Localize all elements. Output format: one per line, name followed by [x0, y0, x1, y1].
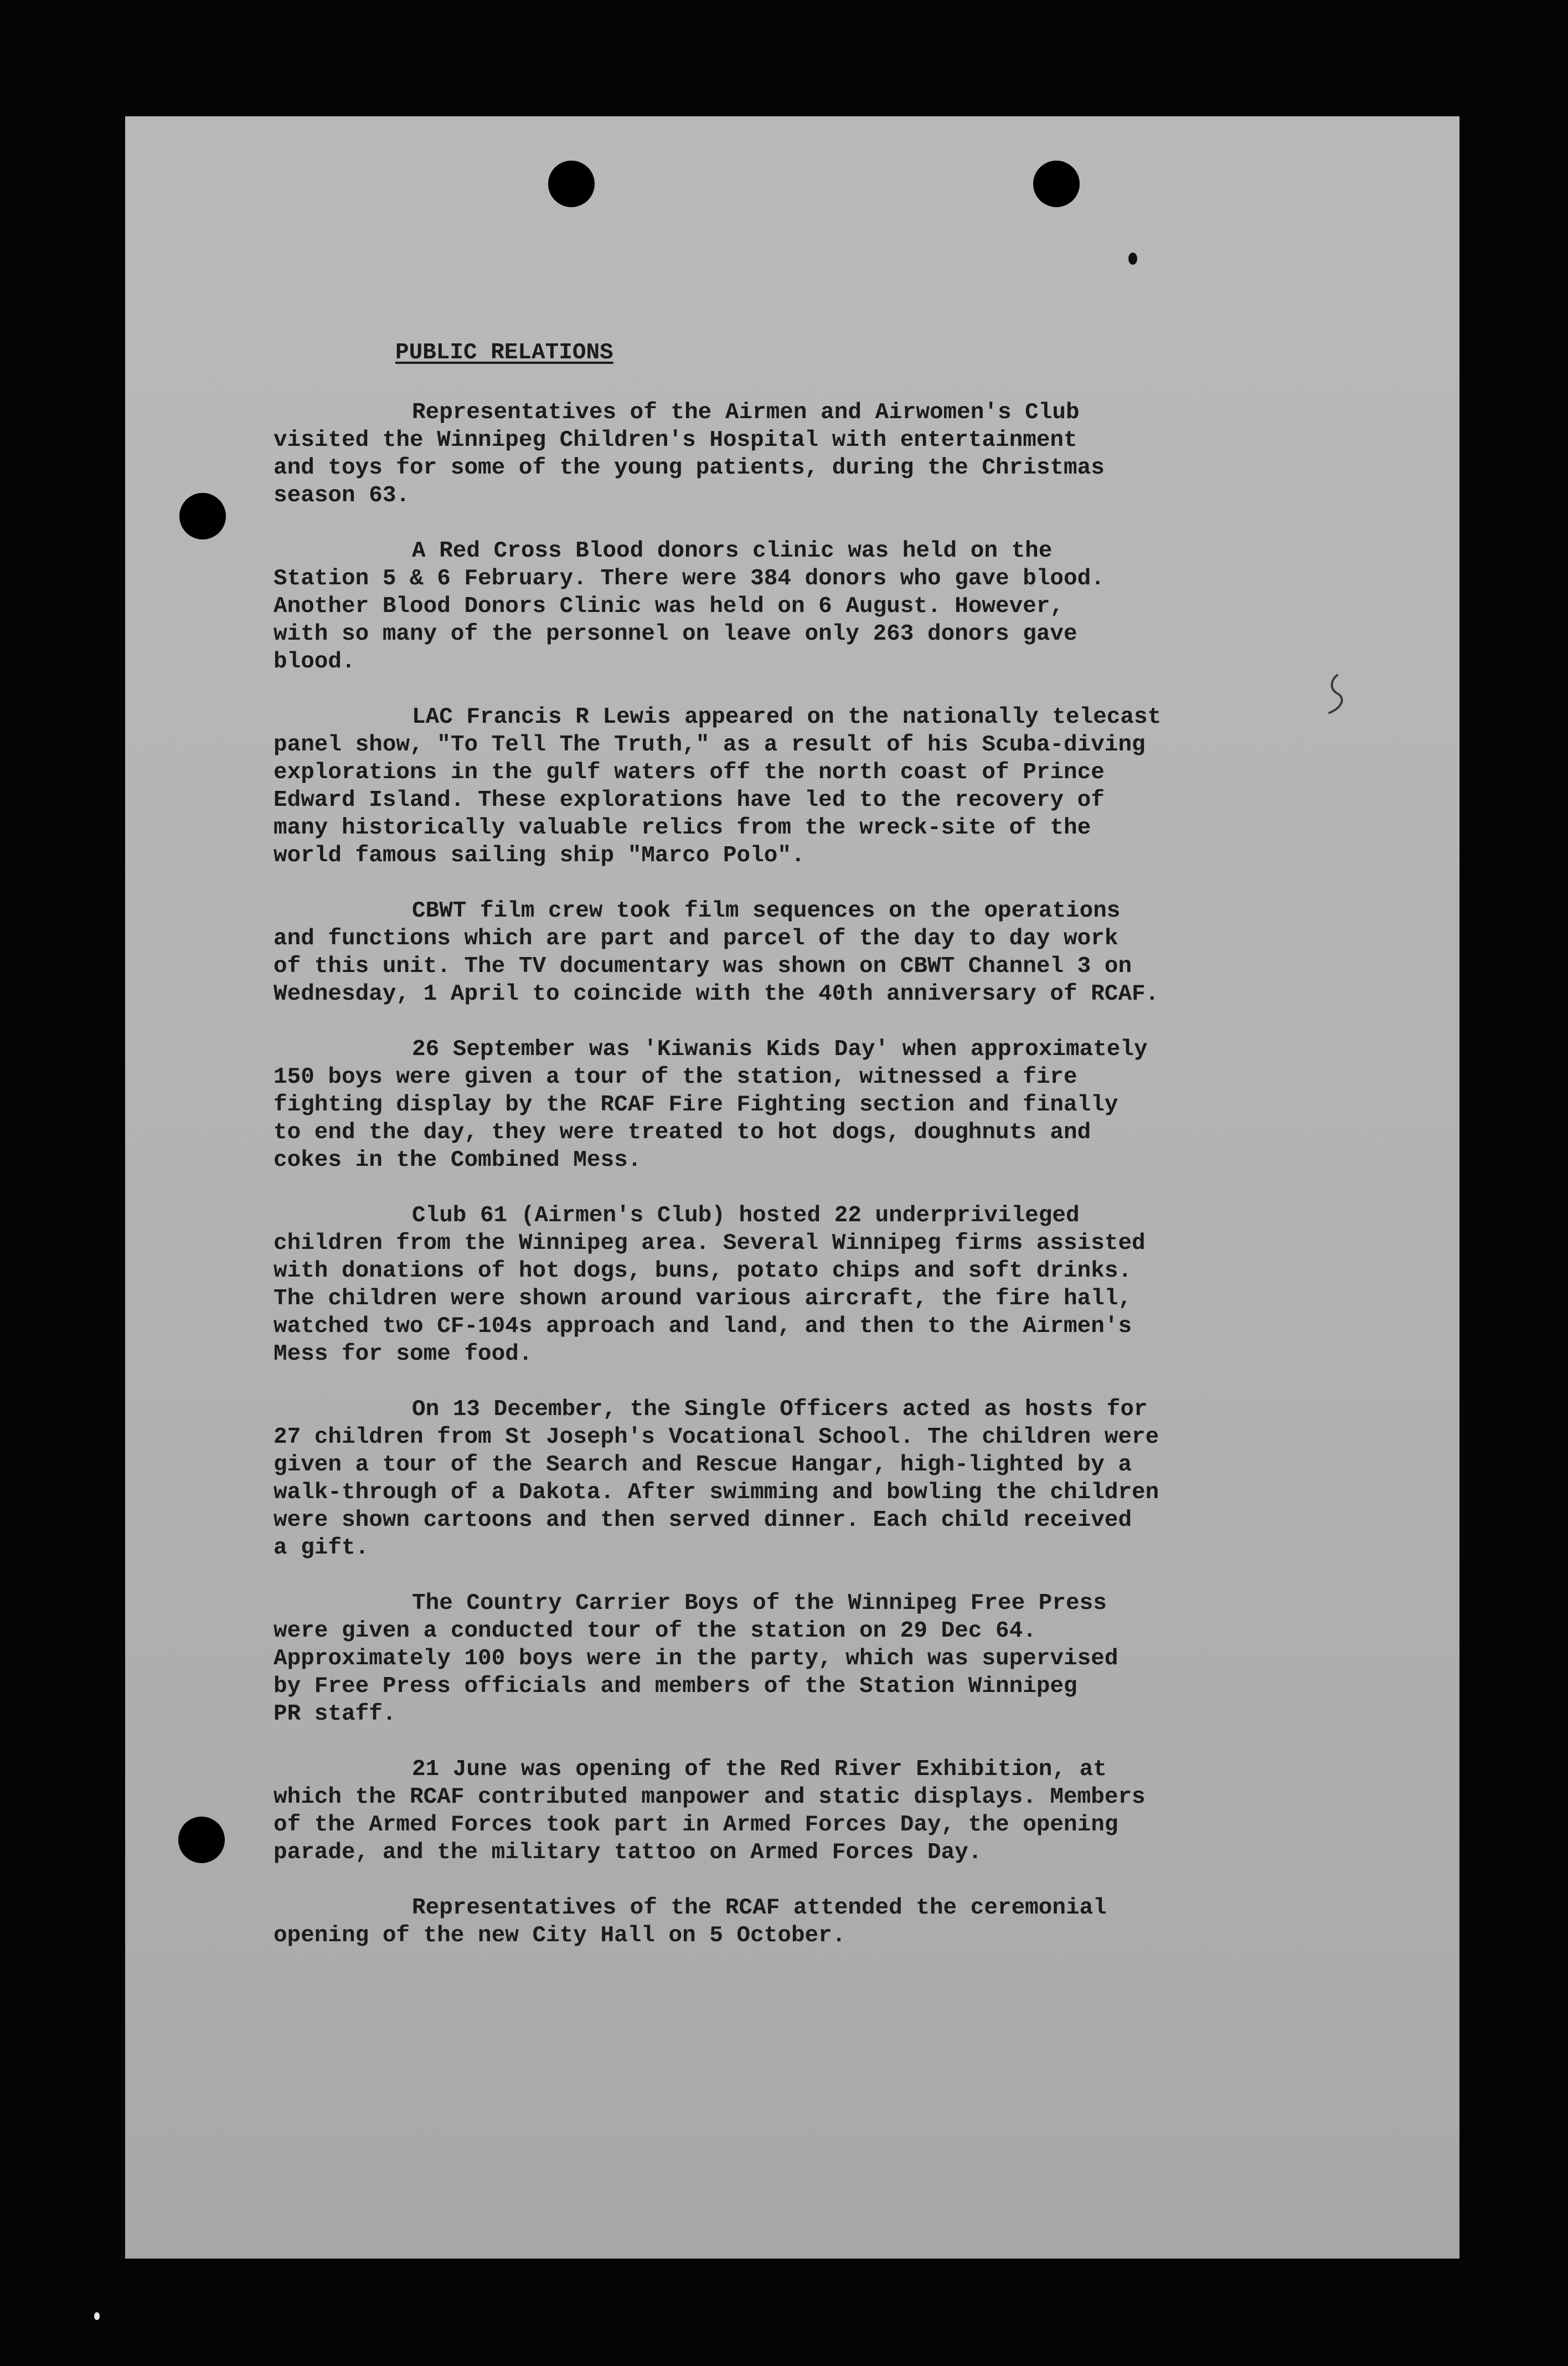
paragraph-single-officers: On 13 December, the Single Officers acted as hosts for 27 children from St Joseph's Vocational School. The children were given a tour of the Search and Rescue Hangar, high-lighted by a walk-through of a Dakota. After swimming and bowling the children were shown cartoons and then served dinner. Each child received a gift. — [274, 1397, 1159, 1561]
paragraph-to-tell-the-truth: LAC Francis R Lewis appeared on the nationally telecast panel show, "To Tell The Truth," as a result of his Scuba-diving explorations in the gulf waters off the north coast of Prince Edward Island. These explorations have led to the recovery of many historically valuable relics from the wreck-site of the world famous sailing ship "Marco Polo". — [274, 704, 1162, 868]
film-edge-mark — [94, 2312, 100, 2320]
paragraph-cbwt-film-crew: CBWT film crew took film sequences on the operations and functions which are part and parcel of the day to day work of this unit. The TV documentary was shown on CBWT Channel 3 on Wednesday, 1 April to coincide with the 40th anniversary of RCAF. — [274, 898, 1159, 1007]
pencil-mark-icon — [1326, 673, 1348, 717]
punch-hole-top-right — [1033, 161, 1080, 207]
paragraph-red-river-exhibition: 21 June was opening of the Red River Exhibition, at which the RCAF contributed manpower and static displays. Members of the Armed Forces took part in Armed Forces Day, the opening parade, and the military tattoo on Armed Forces Day. — [274, 1757, 1146, 1865]
punch-hole-top-left — [548, 161, 595, 207]
paragraph-blood-donors: A Red Cross Blood donors clinic was held on the Station 5 & 6 February. There were 384 donors who gave blood. Another Blood Donors Clinic was held on 6 August. However, with so many of the personnel on leave only 263 donors gave blood. — [274, 538, 1105, 675]
punch-hole-side-upper — [179, 493, 226, 539]
paragraph-city-hall: Representatives of the RCAF attended the ceremonial opening of the new City Hall on 5 October. — [274, 1895, 1107, 1948]
paragraph-childrens-hospital: Representatives of the Airmen and Airwomen's Club visited the Winnipeg Children's Hospital with entertainment and toys for some of the young patients, during the Christmas season 63. — [274, 400, 1105, 508]
punch-hole-side-lower — [178, 1817, 225, 1863]
paper-speck — [1128, 253, 1137, 265]
section-heading: PUBLIC RELATIONS — [395, 340, 613, 366]
paragraph-carrier-boys: The Country Carrier Boys of the Winnipeg Free Press were given a conducted tour of the station on 29 Dec 64. Approximately 100 boys were in the party, which was supervised by Free Press officials and members of the Station Winnipeg PR staff. — [274, 1591, 1118, 1727]
document-body — [274, 339, 1325, 1977]
paragraph-kiwanis-kids-day: 26 September was 'Kiwanis Kids Day' when approximately 150 boys were given a tour of the station, witnessed a fire fighting display by the RCAF Fire Fighting section and finally to end the day, they were treated to hot dogs, doughnuts and cokes in the Combined Mess. — [274, 1037, 1148, 1173]
paragraph-club-61: Club 61 (Airmen's Club) hosted 22 underprivileged children from the Winnipeg area. Several Winnipeg firms assisted with donations of hot dogs, buns, potato chips and soft drinks. The children were shown around various aircraft, the fire hall, watched two CF-104s approach and land, and then to the Airmen's Mess for some food. — [274, 1203, 1146, 1367]
